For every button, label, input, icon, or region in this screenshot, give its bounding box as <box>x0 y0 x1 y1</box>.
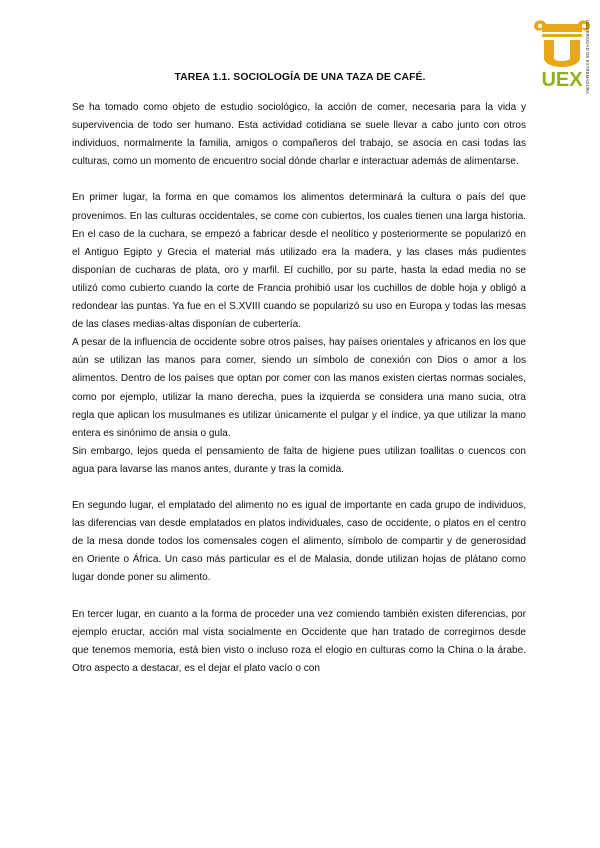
paragraph-second-point: En segundo lugar, el emplatado del alimento no es igual de importante en cada grupo de individuos, las diferencias van desde emplatados en platos individuales, caso de occidente, o platos en el centro de la mesa donde todos los comensales cogen el alimento, símbolo de compartir y de generosidad en Oriente o África. Un caso más particular es el de Malasia, donde utilizan hojas de plátano como lugar donde poner su alimento. <box>72 500 526 584</box>
paragraph-intro: Se ha tomado como objeto de estudio sociológico, la acción de comer, necesaria para la vida y supervivencia de todo ser humano. Esta actividad cotidiana se suele llevar a cabo junto con otros individuos, normalmente la familia, amigos o compañeros del trabajo, se asocia en casi todas las culturas, como un momento de encuentro social dónde charlar e interactuar además de alimentarse. <box>72 102 526 168</box>
paragraph-first-point: En primer lugar, la forma en que comamos los alimentos determinará la cultura o país del que provenimos. En las culturas occidentales, se come con cubiertos, los cuales tienen una larga historia. En el caso de la cuchara, se empezó a fabricar desde el neolítico y posteriormente se popularizó en el Antiguo Egipto y Grecia el material más utilizado era la madera, y las clases más pudientes disponían de cucharas de plata, oro y marfil. El cuchillo, por su parte, hasta la edad media no se utilizó como cubierto cuando la corte de Francia prohibió usar los cuchillos de doble hoja y obligó a redondear las puntas. Ya fue en el S.XVIII cuando se popularizó su uso en Europa y todas las mesas de las clases medias-altas disponían de cubertería. <box>72 192 526 331</box>
letter-u-icon <box>544 40 580 67</box>
logo-vertical-text: UNIVERSIDAD DE EXTREMADURA <box>585 20 590 95</box>
document-body <box>72 99 526 678</box>
page-title: TAREA 1.1. SOCIOLOGÍA DE UNA TAZA DE CAFÉ. <box>174 72 426 83</box>
paragraph-hands: A pesar de la influencia de occidente sobre otros países, hay países orientales y africanos en los que aún se utilizan las manos para comer, siendo un símbolo de conexión con Dios o amor a los alimentos. Dentro de los países que optan por comer con las manos existen ciertas normas sociales, como por ejemplo, utilizar la mano derecha, pues la izquierda se considera una mano sucia, otra regla que aplican los musulmanes es utilizar únicamente el pulgar y el índice, ya que utilizar la mano entera es sinónimo de ansia o gula. <box>72 337 526 439</box>
paragraph-hygiene: Sin embargo, lejos queda el pensamiento de falta de higiene pues utilizan toallitas o cuencos con agua para lavarse las manos antes, durante y tras la comida. <box>72 445 526 475</box>
paragraph-third-point: En tercer lugar, en cuanto a la forma de proceder una vez comiendo también existen diferencias, por ejemplo eructar, acción mal vista socialmente en Occidente que han tratado de corregirnos desde que tenemos memoria, está bien visto o incluso roza el elogio en culturas como la China o la árabe. Otro aspecto a destacar, es el dejar el plato vacío o con <box>72 608 526 674</box>
logo-text: UEX <box>541 69 583 90</box>
